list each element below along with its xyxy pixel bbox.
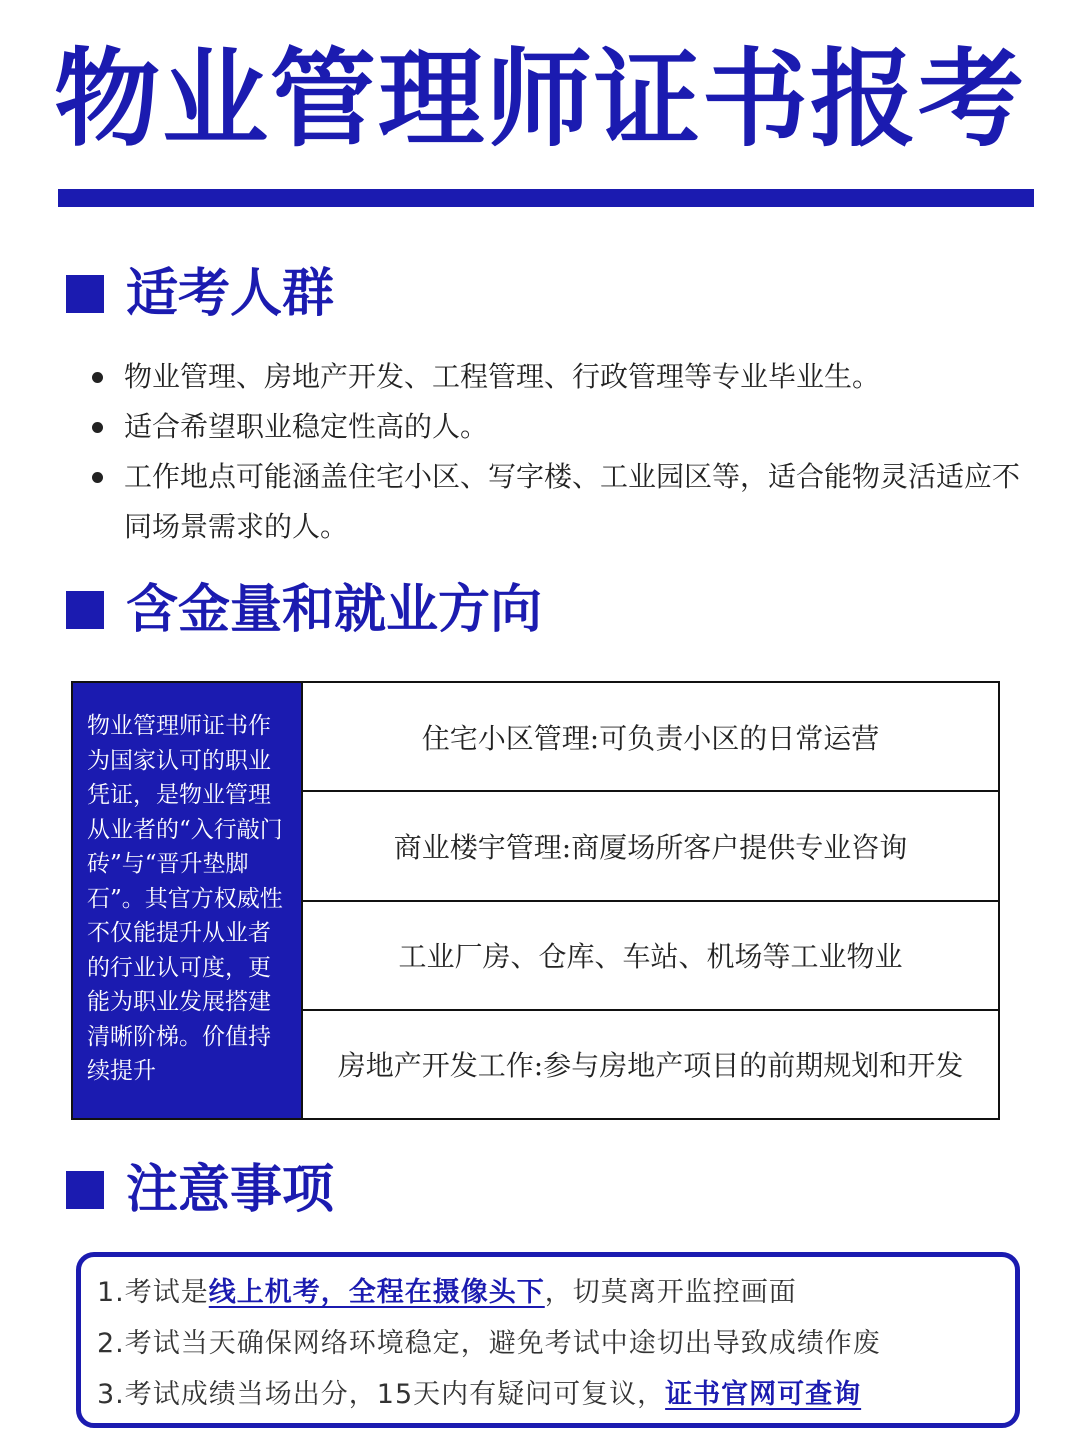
notice-item: 2.考试当天确保网络环境稳定，避免考试中途切出导致成绩作废 (97, 1328, 881, 1359)
section-title: 适考人群 (126, 264, 335, 324)
audience-list (92, 352, 1022, 552)
title-underline-bar (58, 189, 1034, 207)
square-bullet-icon (66, 275, 104, 313)
table-row: 住宅小区管理:可负责小区的日常运营 (303, 683, 998, 792)
section-title: 注意事项 (126, 1160, 335, 1220)
square-bullet-icon (66, 1171, 104, 1209)
table-row: 房地产开发工作:参与房地产项目的前期规划和开发 (337, 1049, 964, 1083)
notice-item: 1.考试是线上机考，全程在摄像头下，切莫离开监控画面 (97, 1277, 797, 1308)
highlight-text: 证书官网可查询 (665, 1379, 862, 1410)
section-heading-value (66, 575, 542, 645)
value-table (71, 681, 1000, 1120)
section-heading-audience (66, 259, 334, 329)
notice-box (76, 1252, 1020, 1428)
section-title: 含金量和就业方向 (126, 580, 543, 640)
list-item: 工作地点可能涵盖住宅小区、写字楼、工业园区等，适合能物灵活适应不同场景需求的人。 (92, 452, 1022, 552)
list-item: 物业管理、房地产开发、工程管理、行政管理等专业毕业生。 (92, 352, 1022, 402)
page-title: 物业管理师证书报考 (54, 38, 1026, 161)
section-heading-notice (66, 1155, 334, 1225)
table-row: 工业厂房、仓库、车站、机场等工业物业 (303, 902, 998, 1011)
value-description: 物业管理师证书作为国家认可的职业凭证，是物业管理从业者的“入行敲门砖”与“晋升垫脚石”。其官方权威性不仅能提升从业者的行业认可度，更能为职业发展搭建清晰阶梯。价值持续提升 (73, 683, 303, 1118)
notice-item: 3.考试成绩当场出分，15天内有疑问可复议，证书官网可查询 (97, 1379, 862, 1410)
square-bullet-icon (66, 591, 104, 629)
direction-list (303, 683, 998, 1118)
list-item: 适合希望职业稳定性高的人。 (92, 402, 1022, 452)
table-row: 商业楼宇管理:商厦场所客户提供专业咨询 (303, 792, 998, 901)
highlight-text: 线上机考，全程在摄像头下 (208, 1277, 545, 1308)
